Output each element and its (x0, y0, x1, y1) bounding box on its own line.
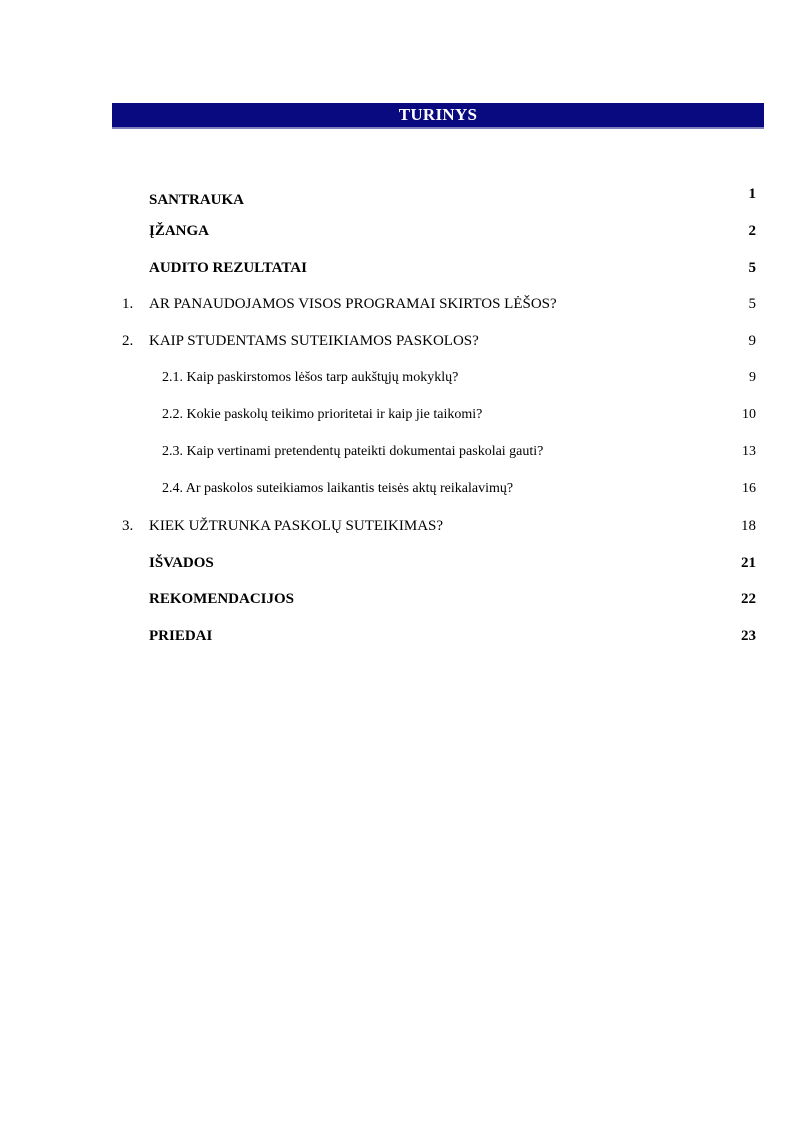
toc-entry-audito-rezultatai[interactable] (0, 258, 793, 278)
toc-entry-izanga[interactable] (0, 221, 793, 241)
page-title: TURINYS (398, 105, 478, 124)
toc-entry-section-2-4[interactable] (0, 479, 793, 499)
toc-entry-page: 1 (748, 186, 756, 202)
toc-entry-label: 2.4. Ar paskolos suteikiamos laikantis teisės aktų reikalavimų? (162, 481, 514, 496)
toc-entry-number: 1. (122, 296, 134, 312)
toc-entry-section-2-3[interactable] (0, 442, 793, 462)
toc-entry-section-3[interactable] (0, 516, 793, 536)
toc-entry-label: KIEK UŽTRUNKA PASKOLŲ SUTEIKIMAS? (149, 518, 444, 534)
toc-entry-page: 9 (749, 370, 756, 385)
toc-entry-page: 16 (742, 481, 756, 496)
toc-entry-page: 2 (748, 223, 756, 239)
toc-entry-section-2-1[interactable] (0, 368, 793, 388)
toc-entry-santrauka[interactable] (0, 188, 793, 208)
toc-entry-page: 18 (741, 518, 756, 534)
toc-entry-label: ĮŽANGA (149, 223, 210, 239)
toc-entry-page: 9 (748, 333, 756, 349)
toc-entry-page: 21 (741, 555, 756, 571)
toc-entry-number: 2. (122, 333, 134, 349)
toc-entry-page: 23 (741, 628, 756, 644)
toc-entry-label: KAIP STUDENTAMS SUTEIKIAMOS PASKOLOS? (149, 333, 479, 349)
toc-entry-section-2[interactable] (0, 331, 793, 351)
toc-title-bar (112, 103, 764, 129)
toc-entry-label: SANTRAUKA (149, 192, 245, 208)
toc-entry-label: PRIEDAI (149, 628, 213, 644)
toc-entry-label: 2.1. Kaip paskirstomos lėšos tarp aukštųjų mokyklų? (162, 370, 459, 385)
toc-entry-isvados[interactable] (0, 553, 793, 573)
toc-entry-label: AR PANAUDOJAMOS VISOS PROGRAMAI SKIRTOS LĖŠOS? (149, 296, 557, 312)
toc-entry-page: 5 (748, 260, 756, 276)
toc-entry-page: 13 (742, 444, 756, 459)
toc-entry-label: 2.3. Kaip vertinami pretendentų pateikti dokumentai paskolai gauti? (162, 444, 544, 459)
toc-entry-page: 22 (741, 591, 756, 607)
toc-entry-label: 2.2. Kokie paskolų teikimo prioritetai ir kaip jie taikomi? (162, 407, 483, 422)
toc-entry-label: AUDITO REZULTATAI (149, 260, 307, 276)
toc-entry-section-2-2[interactable] (0, 405, 793, 425)
toc-entry-rekomendacijos[interactable] (0, 589, 793, 609)
toc-entry-page: 5 (748, 296, 756, 312)
toc-entry-label: IŠVADOS (149, 555, 214, 571)
toc-entry-priedai[interactable] (0, 626, 793, 646)
toc-entry-number: 3. (122, 518, 134, 534)
toc-entry-label: REKOMENDACIJOS (149, 591, 295, 607)
toc-entry-section-1[interactable] (0, 294, 793, 314)
toc-entry-page: 10 (742, 407, 756, 422)
